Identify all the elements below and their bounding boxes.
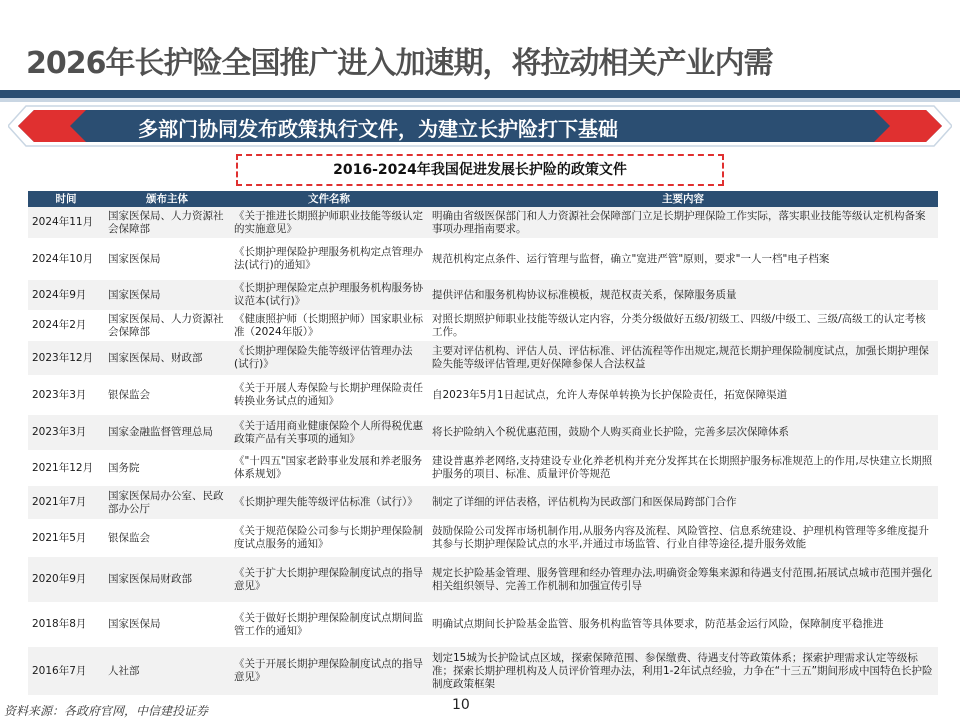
cell-document: 《长期护理保险定点护理服务机构服务协议范本(试行)》 [230, 280, 428, 310]
page-title: 2026年长护险全国推广进入加速期，将拉动相关产业内需 [26, 46, 773, 81]
table-row [28, 280, 938, 310]
cell-document: 《关于开展长期护理保险制度试点的指导意见》 [230, 647, 428, 695]
table-row [28, 375, 938, 415]
cell-time: 2021年7月 [28, 486, 104, 519]
cell-document: 《关于开展人寿保险与长期护理保险责任转换业务试点的通知》 [230, 375, 428, 415]
cell-time: 2024年10月 [28, 238, 104, 280]
cell-content: 规定长护险基金管理、服务管理和经办管理办法,明确资金筹集来源和待遇支付范围,拓展试点城市范围并强化相关组织领导、完善工作机制和加强宣传引导 [428, 557, 938, 602]
cell-time: 2021年12月 [28, 450, 104, 486]
cell-content: 明确由省级医保部门和人力资源社会保障部门立足长期护理保险工作实际，落实职业技能等级认定机构备案事项办理指南要求。 [428, 207, 938, 238]
title-divider-light [0, 98, 960, 102]
cell-issuer: 国务院 [104, 450, 230, 486]
page-number: 10 [452, 697, 470, 713]
table-row [28, 602, 938, 647]
cell-content: 建设普惠养老网络,支持建设专业化养老机构并充分发挥其在长期照护服务标准规范上的作用,尽快建立长期照护服务的项目、标准、质量评价等规范 [428, 450, 938, 486]
table-row [28, 557, 938, 602]
cell-issuer: 银保监会 [104, 519, 230, 557]
cell-time: 2021年5月 [28, 519, 104, 557]
cell-time: 2024年2月 [28, 310, 104, 341]
cell-content: 自2023年5月1日起试点，允许人寿保单转换为长护保险责任，拓宽保障渠道 [428, 375, 938, 415]
source-note: 资料来源：各政府官网，中信建投证券 [4, 704, 209, 718]
banner-title: 多部门协同发布政策执行文件，为建立长护险打下基础 [138, 117, 618, 141]
cell-content: 主要对评估机构、评估人员、评估标准、评估流程等作出规定,规范长期护理保险制度试点，加强长期护理保险失能等级评估管理,更好保障参保人合法权益 [428, 341, 938, 375]
cell-issuer: 国家医保局、财政部 [104, 341, 230, 375]
cell-time: 2024年11月 [28, 207, 104, 238]
header-issuer: 颁布主体 [104, 191, 230, 207]
cell-content: 将长护险纳入个税优惠范围，鼓励个人购买商业长护险，完善多层次保障体系 [428, 415, 938, 450]
cell-document: 《关于适用商业健康保险个人所得税优惠政策产品有关事项的通知》 [230, 415, 428, 450]
cell-issuer: 国家医保局 [104, 238, 230, 280]
table-row [28, 486, 938, 519]
header-document-name: 文件名称 [230, 191, 428, 207]
cell-time: 2023年3月 [28, 415, 104, 450]
cell-issuer: 国家医保局 [104, 280, 230, 310]
table-row [28, 341, 938, 375]
cell-time: 2016年7月 [28, 647, 104, 695]
cell-issuer: 国家金融监督管理总局 [104, 415, 230, 450]
table-row [28, 310, 938, 341]
cell-time: 2024年9月 [28, 280, 104, 310]
cell-content: 规范机构定点条件、运行管理与监督，确立"宽进严管"原则，要求"一人一档"电子档案 [428, 238, 938, 280]
table-row [28, 415, 938, 450]
cell-issuer: 国家医保局、人力资源社会保障部 [104, 207, 230, 238]
policy-table [28, 191, 938, 695]
cell-content: 对照长期照护师职业技能等级认定内容，分类分级做好五级/初级工、四级/中级工、三级/高级工的认定考核工作。 [428, 310, 938, 341]
table-header-row [28, 191, 938, 207]
cell-document: 《关于扩大长期护理保险制度试点的指导意见》 [230, 557, 428, 602]
cell-time: 2020年9月 [28, 557, 104, 602]
cell-time: 2023年3月 [28, 375, 104, 415]
cell-document: 《长期护理失能等级评估标准（试行）》 [230, 486, 428, 519]
title-divider [0, 90, 960, 98]
cell-issuer: 国家医保局 [104, 602, 230, 647]
table-row [28, 519, 938, 557]
cell-document: 《关于做好长期护理保险制度试点期间监管工作的通知》 [230, 602, 428, 647]
cell-time: 2023年12月 [28, 341, 104, 375]
cell-issuer: 国家医保局办公室、民政部办公厅 [104, 486, 230, 519]
table-row [28, 450, 938, 486]
header-main-content: 主要内容 [428, 191, 938, 207]
cell-issuer: 国家医保局、人力资源社会保障部 [104, 310, 230, 341]
cell-issuer: 国家医保局财政部 [104, 557, 230, 602]
table-row [28, 238, 938, 280]
table-caption: 2016-2024年我国促进发展长护险的政策文件 [236, 154, 724, 186]
cell-content: 明确试点期间长护险基金监管、服务机构监管等具体要求，防范基金运行风险，保障制度平稳推进 [428, 602, 938, 647]
cell-document: 《关于推进长期照护师职业技能等级认定的实施意见》 [230, 207, 428, 238]
cell-content: 制定了详细的评估表格，评估机构为民政部门和医保局跨部门合作 [428, 486, 938, 519]
cell-document: 《"十四五"国家老龄事业发展和养老服务体系规划》 [230, 450, 428, 486]
cell-content: 鼓励保险公司发挥市场机制作用,从服务内容及流程、风险管控、信息系统建设、护理机构管理等多维度提升其参与长期护理保险试点的水平,并通过市场监管、行业自律等途径,提升服务效能 [428, 519, 938, 557]
table-row [28, 207, 938, 238]
section-banner [8, 104, 952, 148]
cell-content: 提供评估和服务机构协议标准模板，规范权责关系，保障服务质量 [428, 280, 938, 310]
cell-document: 《长期护理保险失能等级评估管理办法(试行)》 [230, 341, 428, 375]
cell-issuer: 人社部 [104, 647, 230, 695]
cell-document: 《长期护理保险护理服务机构定点管理办法(试行)的通知》 [230, 238, 428, 280]
cell-document: 《关于规范保险公司参与长期护理保险制度试点服务的通知》 [230, 519, 428, 557]
cell-content: 划定15城为长护险试点区域，探索保障范围、参保缴费、待遇支付等政策体系；探索护理需求认定等级标准；探索长期护理机构及人员评价管理办法，利用1-2年试点经验，力争在“十三五”期间形成中国特色长护险制度政策框架 [428, 647, 938, 695]
cell-time: 2018年8月 [28, 602, 104, 647]
table-row [28, 647, 938, 695]
cell-issuer: 银保监会 [104, 375, 230, 415]
cell-document: 《健康照护师（长期照护师）国家职业标准（2024年版）》 [230, 310, 428, 341]
header-time: 时间 [28, 191, 104, 207]
